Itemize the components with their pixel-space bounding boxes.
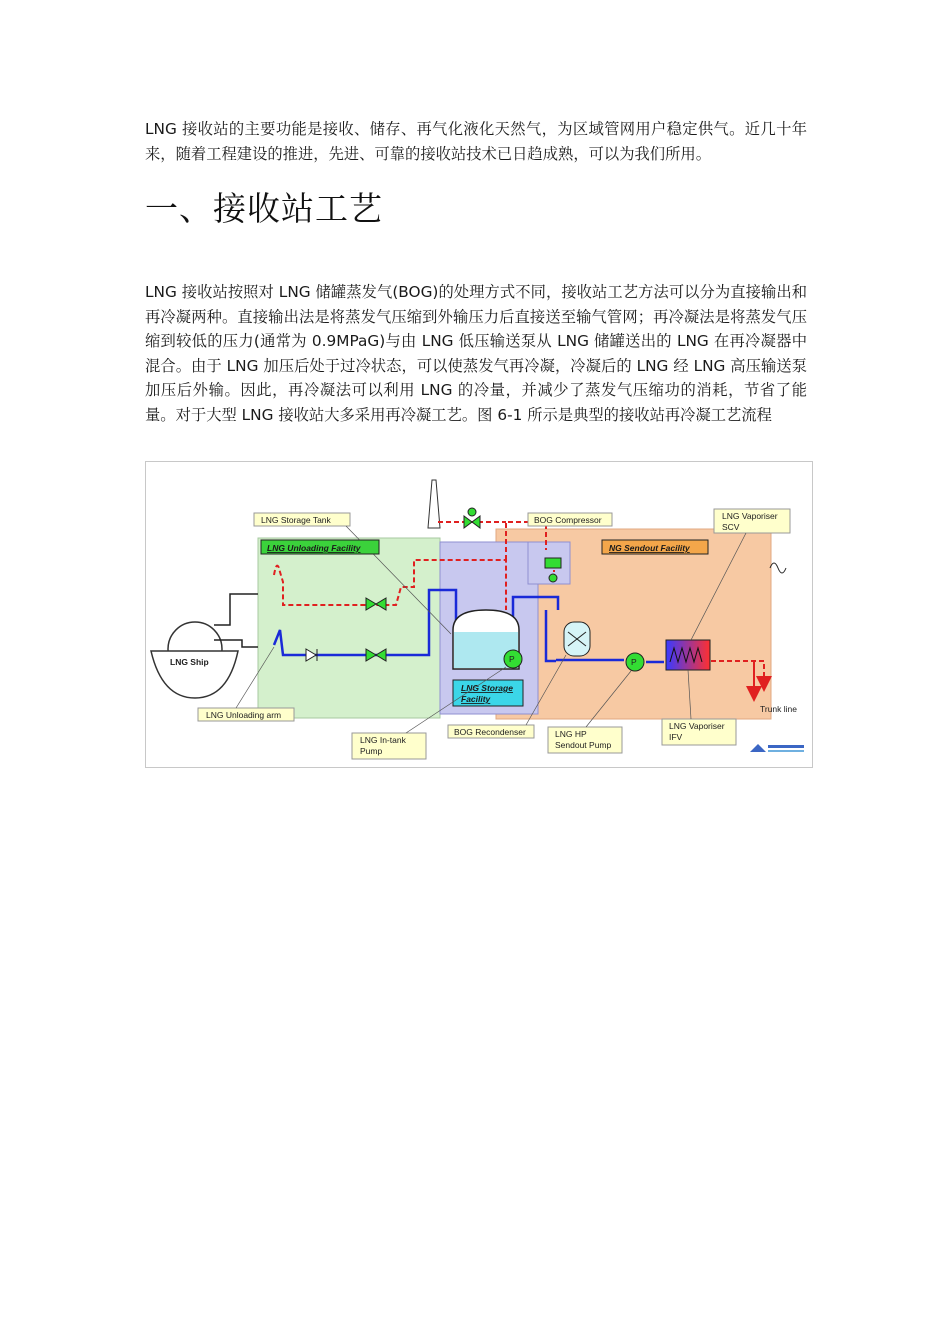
lng-ship xyxy=(151,622,238,698)
hp-pump-label: LNG HP Sendout Pump xyxy=(555,729,612,750)
process-flow-diagram xyxy=(145,461,813,768)
flare-valve xyxy=(464,508,480,528)
ifv-vaporiser xyxy=(666,640,710,670)
section-heading: 一、接收站工艺 xyxy=(145,189,383,228)
flare-stack xyxy=(428,480,440,528)
bog-recondenser xyxy=(564,622,590,656)
scv-label: LNG Vaporiser SCV xyxy=(722,511,778,532)
svg-text:LNG Unloading Facility: LNG Unloading Facility xyxy=(267,543,361,553)
trunk-line-label: Trunk line xyxy=(760,704,798,714)
intank-pump-label: LNG In-tank Pump xyxy=(360,735,406,756)
intank-pump xyxy=(504,650,522,668)
intro-paragraph: LNG 接收站的主要功能是接收、储存、再气化液化天然气，为区域管网用户稳定供气。近几十年来，随着工程建设的推进，先进、可靠的接收站技术已日趋成熟，可以为我们所用。 xyxy=(145,120,807,163)
callout-storage-facility xyxy=(453,680,523,706)
svg-text:NG Sendout Facility: NG Sendout Facility xyxy=(609,543,690,553)
svg-text:P: P xyxy=(509,654,515,664)
ship-connection-top xyxy=(214,594,258,625)
callout-sendout-facility xyxy=(602,540,708,554)
svg-text:LNG Storage Tank: LNG Storage Tank xyxy=(261,515,331,525)
hp-sendout-pump xyxy=(626,653,644,671)
callout-unloading-facility xyxy=(261,540,379,554)
ifv-label: LNG Vaporiser IFV xyxy=(669,721,725,742)
scv-swirl xyxy=(770,563,786,573)
svg-text:BOG Compressor: BOG Compressor xyxy=(534,515,602,525)
svg-text:P: P xyxy=(631,657,637,667)
callout-bog-compressor xyxy=(528,513,612,526)
body-paragraph: LNG 接收站按照对 LNG 储罐蒸发气(BOG)的处理方式不同，接收站工艺方法可以分为直接输出和再冷凝两种。直接输出法是将蒸发气压缩到外输压力后直接送至输气管网；再冷凝法是将蒸发气压缩到较低的压力(通常为 0.9MPaG)与由 LNG 低压输送泵从 LNG 储罐送出的 LNG 在再冷凝器中混合。由于 LNG 加压后处于过冷状态，可以使蒸发气再冷凝，冷凝后的 LNG 经 LNG 高压输送泵加压后外输。因此，再冷凝法可以利用 LNG 的冷量，并减少了蒸发气压缩功的消耗，节省了能量。对于大型 LNG 接收站大多采用再冷凝工艺。图 6-1 所示是典型的接收站再冷凝工艺流程 xyxy=(145,283,807,424)
ship-label: LNG Ship xyxy=(170,657,209,667)
publisher-logo xyxy=(750,744,804,752)
svg-text:LNG Unloading arm: LNG Unloading arm xyxy=(206,710,282,720)
svg-text:BOG Recondenser: BOG Recondenser xyxy=(454,727,526,737)
storage-facility-label: LNG Storage Facility xyxy=(461,683,513,704)
unloading-zone xyxy=(258,538,440,718)
